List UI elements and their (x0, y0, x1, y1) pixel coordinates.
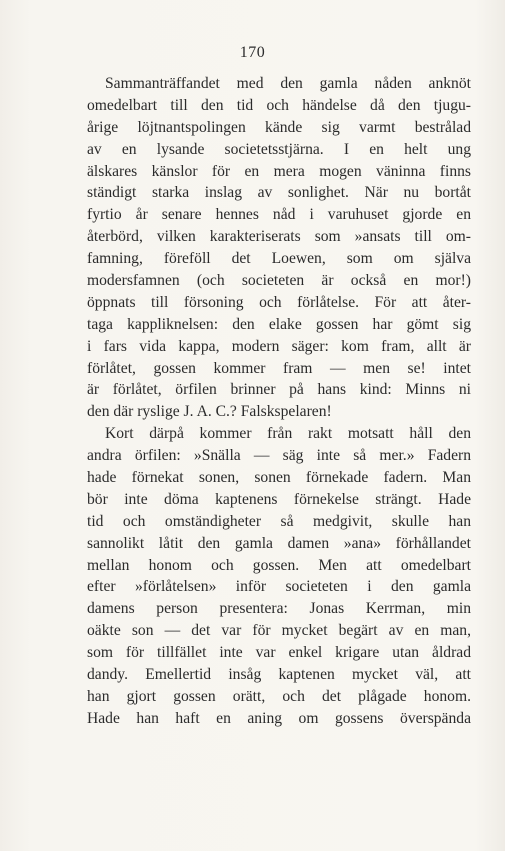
text-line: omedelbart till den tid och händelse då den tjugu- (87, 96, 471, 114)
text-line: damens person presentera: Jonas Kerrman, min (87, 600, 471, 618)
text-line: han gjort gossen orätt, och det plågade honom. (87, 687, 471, 705)
text-line: som för tillfället inte var enkel krigare utan åldrad (87, 644, 471, 662)
text-line: tid och omständigheter så medgivit, skulle han (87, 512, 471, 530)
text-line: dandy. Emellertid insåg kaptenen mycket väl, att (87, 666, 471, 684)
text-line: öppnats till försoning och förlåtelse. För att åter- (87, 293, 471, 311)
text-line: fyrtio år senare hennes nåd i varuhuset gjorde en (87, 206, 471, 224)
text-line: oäkte son — det var för mycket begärt av en man, (87, 622, 471, 640)
page-number: 170 (239, 44, 266, 61)
text-line: förlåtet, gossen kommer fram — men se! intet (87, 359, 471, 377)
text-line: i fars vida kappa, modern säger: kom fram, allt är (87, 337, 471, 355)
paragraph-2 (87, 423, 471, 729)
text-line: modersfamnen (och societeten är också en mor!) (87, 272, 471, 290)
paragraph-1 (87, 73, 471, 423)
text-line: Kort därpå kommer från rakt motsatt håll den (105, 425, 471, 443)
text-line: är förlåtet, örfilen brinner på hans kind: Minns ni (87, 381, 471, 399)
text-line: sannolikt låtit den gamla damen »ana» förhållandet (87, 534, 471, 552)
text-line: famning, föreföll det Loewen, som om själva (87, 250, 471, 268)
text-line: Hade han haft en aning om gossens överspända (87, 709, 471, 727)
body-text (87, 73, 471, 730)
text-line: taga kappliknelsen: den elake gossen har gömt sig (87, 315, 471, 333)
text-line: bör inte döma kaptenens förnekelse strängt. Hade (87, 490, 471, 508)
text-line: Sammanträffandet med den gamla nåden anknöt (105, 75, 471, 92)
text-line: älskares känslor för en mera mogen väninna finns (87, 162, 471, 180)
text-line: återbörd, vilken karakteriserats som »ansats till om- (87, 228, 471, 246)
text-line: andra örfilen: »Snälla — säg inte så mer.» Fadern (87, 447, 471, 465)
text-line: hade förnekat sonen, sonen förnekade fadern. Man (87, 469, 471, 487)
text-line: den där ryslige J. A. C.? Falskspelaren! (87, 403, 332, 421)
text-line: årige löjtnantspolingen kände sig varmt bestrålad (87, 118, 471, 136)
text-line: efter »förlåtelsen» inför societeten i den gamla (87, 578, 471, 596)
text-line: av en lysande societetsstjärna. I en helt ung (87, 140, 471, 158)
text-line: mellan honom och gossen. Men att omedelbart (87, 556, 471, 574)
text-line: ständigt starka inslag av sonlighet. När nu bortåt (87, 184, 471, 202)
